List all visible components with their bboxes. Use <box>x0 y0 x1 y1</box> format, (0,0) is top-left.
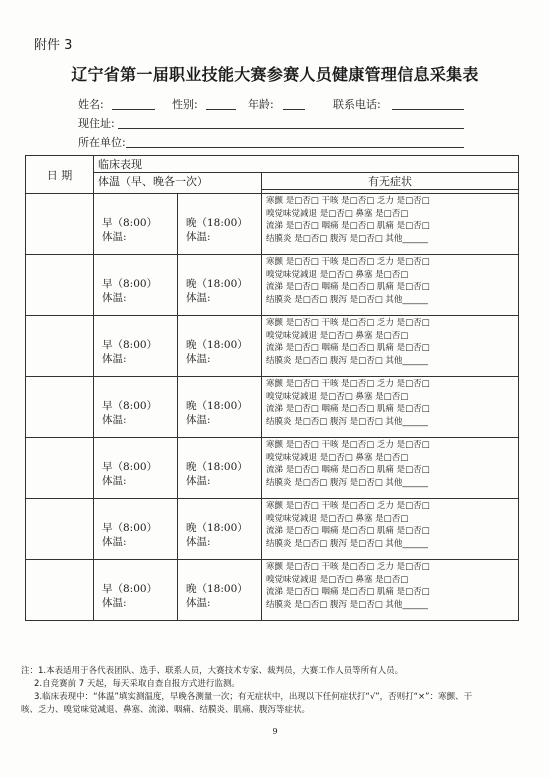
temperature-label: 体温: <box>186 353 211 365</box>
symptom-line: 结膜炎 是□否□ 腹泻 是□否□ 其他______ <box>266 294 428 305</box>
evening-time-label: 晚（18:00） <box>186 339 248 351</box>
evening-time-label: 晚（18:00） <box>186 217 248 229</box>
form-title: 辽宁省第一届职业技能大赛参赛人员健康管理信息采集表 <box>71 65 479 84</box>
symptom-line: 寒颤 是□否□ 干咳 是□否□ 乏力 是□否□ <box>266 440 430 450</box>
health-record-table <box>25 155 519 621</box>
symptom-checklist-cell[interactable] <box>262 438 519 499</box>
note-line: 注：1.本表适用于各代表团队、选手、联系人员，大赛技术专家、裁判员，大赛工作人员等所有人员。 <box>21 666 404 676</box>
name-field[interactable] <box>112 109 155 110</box>
evening-time-label: 晚（18:00） <box>186 400 248 412</box>
clinical-header: 临床表现 <box>94 156 519 173</box>
symptom-checklist-cell[interactable] <box>262 499 519 560</box>
evening-temperature-cell[interactable] <box>178 499 262 560</box>
symptom-line: 嗅觉味觉减退 是□否□ 鼻塞 是□否□ <box>266 269 409 280</box>
morning-time-label: 早（8:00） <box>102 400 158 412</box>
evening-time-label: 晚（18:00） <box>186 583 248 595</box>
note-line: 咳、乏力、嗅觉味觉减退、鼻塞、流涕、咽痛、结膜炎、肌痛、腹泻等症状。 <box>21 705 311 715</box>
evening-time-label: 晚（18:00） <box>186 522 248 534</box>
age-field[interactable] <box>283 109 305 110</box>
symptom-line: 流涕 是□否□ 咽痛 是□否□ 肌痛 是□否□ <box>266 526 430 536</box>
symptom-line: 结膜炎 是□否□ 腹泻 是□否□ 其他______ <box>266 477 428 488</box>
temperature-label: 体温: <box>102 475 127 487</box>
address-label: 现住址: <box>78 117 115 130</box>
temperature-label: 体温: <box>102 353 127 365</box>
evening-temperature-cell[interactable] <box>178 438 262 499</box>
morning-temperature-cell[interactable] <box>94 560 178 621</box>
symptom-line: 嗅觉味觉减退 是□否□ 鼻塞 是□否□ <box>266 452 409 463</box>
morning-time-label: 早（8:00） <box>102 583 158 595</box>
temperature-label: 体温: <box>186 414 211 426</box>
symptom-line: 结膜炎 是□否□ 腹泻 是□否□ 其他______ <box>266 599 428 610</box>
phone-field[interactable] <box>392 109 464 110</box>
name-label: 姓名: <box>78 98 104 111</box>
morning-temperature-cell[interactable] <box>94 316 178 377</box>
symptom-line: 寒颤 是□否□ 干咳 是□否□ 乏力 是□否□ <box>266 562 430 572</box>
symptom-header: 有无症状 <box>262 173 519 190</box>
note-line: 3.临床表现中：“体温”填实测温度，早晚各测量一次；有无症状中，出现以下任何症状打“√”，否则打“×”：寒颤、干 <box>34 692 473 702</box>
temperature-label: 体温: <box>186 475 211 487</box>
age-label: 年龄: <box>248 98 274 111</box>
workplace-label: 所在单位: <box>78 136 126 149</box>
temperature-label: 体温: <box>186 597 211 609</box>
temperature-label: 体温: <box>102 414 127 426</box>
symptom-line: 寒颤 是□否□ 干咳 是□否□ 乏力 是□否□ <box>266 196 430 206</box>
morning-temperature-cell[interactable] <box>94 377 178 438</box>
temperature-header: 体温（早、晚各一次） <box>94 173 262 194</box>
symptom-line: 流涕 是□否□ 咽痛 是□否□ 肌痛 是□否□ <box>266 587 430 597</box>
day-row <box>26 377 519 438</box>
temperature-label: 体温: <box>186 292 211 304</box>
date-cell[interactable] <box>26 377 94 438</box>
morning-temperature-cell[interactable] <box>94 194 178 255</box>
symptom-line: 寒颤 是□否□ 干咳 是□否□ 乏力 是□否□ <box>266 501 430 511</box>
symptom-line: 嗅觉味觉减退 是□否□ 鼻塞 是□否□ <box>266 574 409 585</box>
page-number: 9 <box>272 727 278 736</box>
day-row <box>26 438 519 499</box>
evening-temperature-cell[interactable] <box>178 194 262 255</box>
symptom-checklist-cell[interactable] <box>262 377 519 438</box>
gender-field[interactable] <box>206 109 236 110</box>
evening-temperature-cell[interactable] <box>178 316 262 377</box>
phone-label: 联系电话: <box>333 98 381 111</box>
morning-temperature-cell[interactable] <box>94 255 178 316</box>
morning-time-label: 早（8:00） <box>102 461 158 473</box>
symptom-line: 嗅觉味觉减退 是□否□ 鼻塞 是□否□ <box>266 208 409 219</box>
symptom-line: 结膜炎 是□否□ 腹泻 是□否□ 其他______ <box>266 355 428 366</box>
date-cell[interactable] <box>26 255 94 316</box>
temperature-label: 体温: <box>102 597 127 609</box>
day-row <box>26 255 519 316</box>
date-header: 日 期 <box>26 156 94 194</box>
temperature-label: 体温: <box>102 292 127 304</box>
date-cell[interactable] <box>26 438 94 499</box>
gender-label: 性别: <box>172 98 198 111</box>
address-field[interactable] <box>118 128 464 129</box>
morning-temperature-cell[interactable] <box>94 438 178 499</box>
symptom-line: 结膜炎 是□否□ 腹泻 是□否□ 其他______ <box>266 233 428 244</box>
date-cell[interactable] <box>26 499 94 560</box>
temperature-label: 体温: <box>186 536 211 548</box>
day-row <box>26 316 519 377</box>
morning-temperature-cell[interactable] <box>94 499 178 560</box>
symptom-line: 嗅觉味觉减退 是□否□ 鼻塞 是□否□ <box>266 330 409 341</box>
date-cell[interactable] <box>26 194 94 255</box>
temperature-label: 体温: <box>186 231 211 243</box>
symptom-line: 寒颤 是□否□ 干咳 是□否□ 乏力 是□否□ <box>266 379 430 389</box>
attachment-label: 附件 3 <box>34 38 73 53</box>
date-cell[interactable] <box>26 316 94 377</box>
symptom-line: 结膜炎 是□否□ 腹泻 是□否□ 其他______ <box>266 416 428 427</box>
evening-time-label: 晚（18:00） <box>186 461 248 473</box>
date-cell[interactable] <box>26 560 94 621</box>
symptom-checklist-cell[interactable] <box>262 316 519 377</box>
day-row <box>26 560 519 621</box>
symptom-line: 寒颤 是□否□ 干咳 是□否□ 乏力 是□否□ <box>266 257 430 267</box>
symptom-checklist-cell[interactable] <box>262 255 519 316</box>
symptom-line: 嗅觉味觉减退 是□否□ 鼻塞 是□否□ <box>266 391 409 402</box>
symptom-line: 流涕 是□否□ 咽痛 是□否□ 肌痛 是□否□ <box>266 465 430 475</box>
morning-time-label: 早（8:00） <box>102 278 158 290</box>
evening-time-label: 晚（18:00） <box>186 278 248 290</box>
morning-time-label: 早（8:00） <box>102 522 158 534</box>
evening-temperature-cell[interactable] <box>178 560 262 621</box>
day-row <box>26 499 519 560</box>
symptom-line: 寒颤 是□否□ 干咳 是□否□ 乏力 是□否□ <box>266 318 430 328</box>
symptom-line: 流涕 是□否□ 咽痛 是□否□ 肌痛 是□否□ <box>266 404 430 414</box>
temperature-label: 体温: <box>102 231 127 243</box>
workplace-field[interactable] <box>126 147 464 148</box>
symptom-checklist-cell[interactable] <box>262 560 519 621</box>
footnotes <box>21 665 531 717</box>
note-line: 2.自竞赛前 7 天起，每天采取自查自报方式进行监测。 <box>34 679 240 689</box>
symptom-line: 流涕 是□否□ 咽痛 是□否□ 肌痛 是□否□ <box>266 343 430 353</box>
symptom-checklist-cell[interactable] <box>262 194 519 255</box>
evening-temperature-cell[interactable] <box>178 255 262 316</box>
morning-time-label: 早（8:00） <box>102 339 158 351</box>
day-row <box>26 194 519 255</box>
symptom-line: 流涕 是□否□ 咽痛 是□否□ 肌痛 是□否□ <box>266 282 430 292</box>
evening-temperature-cell[interactable] <box>178 377 262 438</box>
temperature-label: 体温: <box>102 536 127 548</box>
symptom-line: 结膜炎 是□否□ 腹泻 是□否□ 其他______ <box>266 538 428 549</box>
morning-time-label: 早（8:00） <box>102 217 158 229</box>
symptom-line: 嗅觉味觉减退 是□否□ 鼻塞 是□否□ <box>266 513 409 524</box>
symptom-line: 流涕 是□否□ 咽痛 是□否□ 肌痛 是□否□ <box>266 221 430 231</box>
